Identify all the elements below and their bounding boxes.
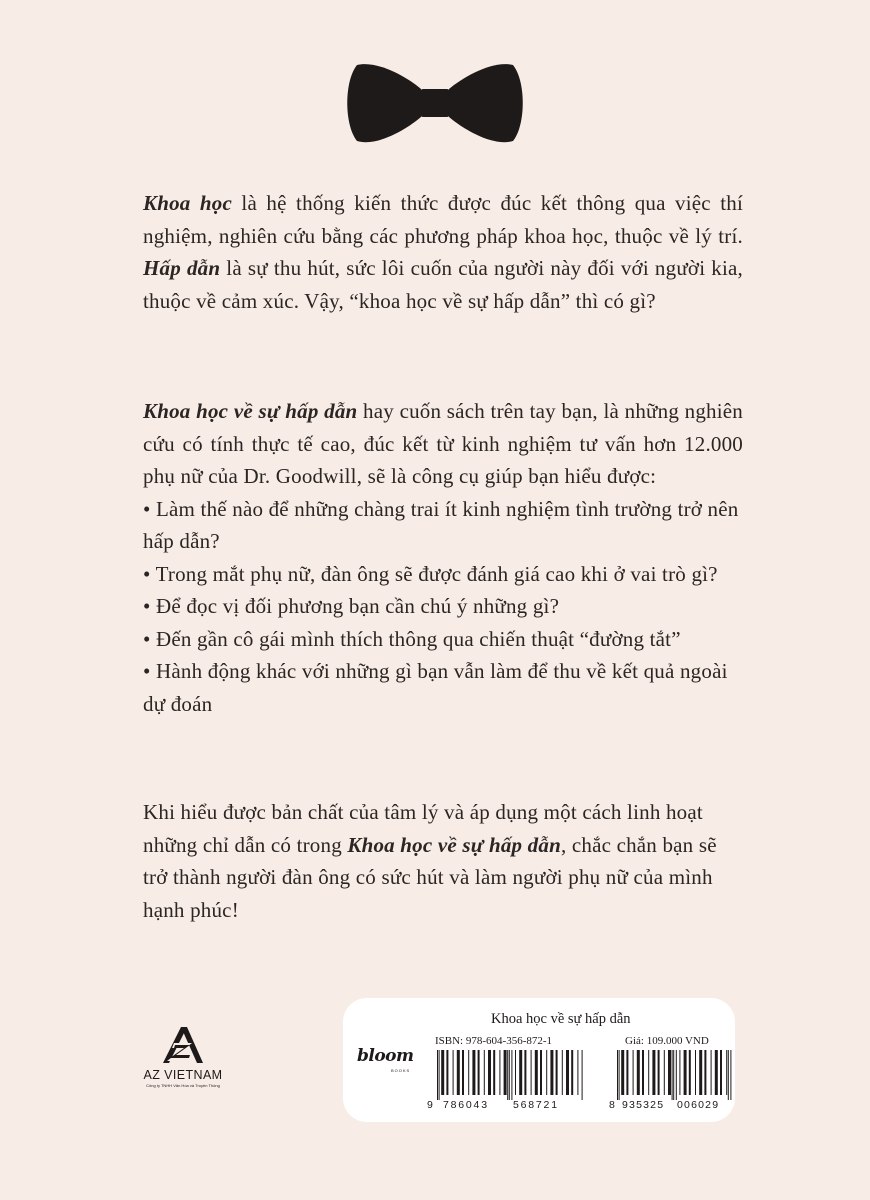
barcode-bar — [676, 1050, 677, 1100]
barcode-bar — [472, 1050, 475, 1095]
barcode-bar — [488, 1050, 491, 1095]
bloom-books-logo: bloom — [357, 1046, 414, 1066]
barcode-bar — [504, 1050, 507, 1095]
barcode-bar — [524, 1050, 526, 1095]
isbn-group-1: 786043 — [443, 1099, 489, 1110]
barcode-bar — [673, 1050, 674, 1100]
barcode-bar — [493, 1050, 495, 1095]
isbn-text: ISBN: 978-604-356-872-1 — [435, 1035, 553, 1047]
barcode-bar — [658, 1050, 660, 1095]
ean-lead-digit: 8 — [609, 1099, 615, 1110]
barcode-bar — [441, 1050, 444, 1095]
closing-text-1: Khi hiểu được bản chất của tâm lý và áp dụng một cách linh hoạt những chỉ dẫn có trong — [143, 800, 703, 857]
barcode-bar — [511, 1050, 512, 1100]
bullet-item: • Trong mắt phụ nữ, đàn ông sẽ được đánh giá cao khi ở vai trò gì? — [143, 561, 718, 586]
barcode-bar — [507, 1050, 508, 1100]
barcode-bar — [726, 1050, 727, 1095]
ean-group-2: 006029 — [677, 1099, 720, 1110]
barcode-bar — [582, 1050, 583, 1100]
bullet-item: • Để đọc vị đối phương bạn cần chú ý những gì? — [143, 594, 560, 618]
publisher-subtitle: Công ty TNHH Văn Hóa và Truyền Thông — [146, 1083, 220, 1088]
barcode-bar — [446, 1050, 448, 1095]
barcode-bar — [621, 1050, 624, 1095]
isbn-lead-digit: 9 — [427, 1099, 433, 1110]
barcode-bar — [540, 1050, 542, 1095]
barcode-bar — [633, 1050, 634, 1095]
barcode-bar — [637, 1050, 640, 1095]
barcode-bar — [519, 1050, 522, 1095]
isbn-barcode — [427, 1050, 587, 1110]
barcode-bar — [684, 1050, 687, 1095]
barcode-bar — [704, 1050, 706, 1095]
barcode-bar — [679, 1050, 680, 1095]
bullet-item: • Hành động khác với những gì bạn vẫn làm để thu về kết quả ngoài dự đoán — [143, 659, 728, 716]
barcode-bar — [453, 1050, 454, 1095]
intro-text-1: là hệ thống kiến thức được đúc kết thông qua việc thí nghiệm, nghiên cứu bằng các phương pháp khoa học, thuộc về lý trí. — [143, 191, 743, 248]
barcode-bar — [672, 1050, 673, 1100]
ean-barcode — [609, 1050, 734, 1110]
ean-group-1: 935325 — [622, 1099, 665, 1110]
barcode-bar — [689, 1050, 691, 1095]
barcode-bar — [515, 1050, 516, 1095]
az-logo-icon — [159, 1025, 207, 1065]
book-title-inline: Khoa học về sự hấp dẫn — [143, 399, 358, 423]
barcode-bar — [648, 1050, 649, 1095]
description-text: hay cuốn sách trên tay bạn, là những nghiên cứu có tính thực tế cao, đúc kết từ kinh nghiệm tư vấn hơn 12.000 phụ nữ của Dr. Goodwill, sẽ là công cụ giúp bạn hiểu được: — [143, 399, 743, 488]
barcode-bar — [439, 1050, 440, 1100]
closing-paragraph — [143, 796, 743, 926]
term-khoa-hoc: Khoa học — [143, 191, 233, 215]
bloom-books-sub: BOOKS — [391, 1068, 411, 1073]
barcode-bar — [556, 1050, 558, 1095]
barcode-bar — [730, 1050, 731, 1100]
price-text: Giá: 109.000 VND — [625, 1035, 709, 1047]
barcode-bar — [728, 1050, 729, 1100]
intro-paragraph — [143, 187, 743, 317]
barcode-bar — [626, 1050, 628, 1095]
barcode-bar — [652, 1050, 655, 1095]
barcode-bar — [699, 1050, 702, 1095]
barcode-bar — [711, 1050, 712, 1095]
barcode-bar — [642, 1050, 644, 1095]
barcode-bar — [468, 1050, 469, 1095]
book-title-inline: Khoa học về sự hấp dẫn — [347, 832, 561, 857]
barcode-bar — [617, 1050, 618, 1100]
closing-text-2: , chắc chắn bạn sẽ trở thành người đàn ông có sức hút và làm người phụ nữ của mình hạnh phúc! — [143, 832, 717, 922]
description-paragraph — [143, 395, 743, 493]
publisher-name: AZ VIETNAM — [143, 1068, 223, 1082]
barcode-bar — [619, 1050, 620, 1100]
barcode-bar — [484, 1050, 485, 1095]
barcode-bar — [566, 1050, 569, 1095]
barcode-bar — [668, 1050, 671, 1095]
publisher-logo — [138, 1025, 228, 1088]
barcode-bar — [535, 1050, 538, 1095]
barcode-card — [343, 998, 735, 1122]
barcode-bar — [457, 1050, 460, 1095]
barcode-bar — [546, 1050, 547, 1095]
description-block — [143, 395, 743, 720]
barcode-bar — [478, 1050, 480, 1095]
barcode-bar — [509, 1050, 510, 1100]
bullet-item: • Làm thế nào để những chàng trai ít kinh nghiệm tình trường trở nên hấp dẫn? — [143, 496, 739, 553]
barcode-bar — [577, 1050, 578, 1095]
barcode-bar — [715, 1050, 718, 1095]
barcode-bar — [531, 1050, 532, 1095]
barcode-bar — [499, 1050, 500, 1095]
barcode-bar — [550, 1050, 553, 1095]
isbn-group-2: 568721 — [513, 1099, 559, 1110]
bullet-item: • Đến gần cô gái mình thích thông qua chiến thuật “đường tắt” — [143, 626, 681, 651]
barcode-bar — [571, 1050, 573, 1095]
barcode-book-title: Khoa học về sự hấp dẫn — [491, 1011, 631, 1027]
barcode-bar — [720, 1050, 722, 1095]
barcode-bar — [462, 1050, 464, 1095]
intro-text-2: là sự thu hút, sức lôi cuốn của người này đối với người kia, thuộc về cảm xúc. Vậy, “khoa học về sự hấp dẫn” thì có gì? — [143, 256, 743, 313]
barcode-bar — [437, 1050, 438, 1100]
bow-tie-icon — [347, 55, 523, 151]
barcode-bar — [695, 1050, 696, 1095]
barcode-bar — [562, 1050, 563, 1095]
term-hap-dan: Hấp dẫn — [143, 256, 221, 280]
barcode-bar — [664, 1050, 665, 1095]
